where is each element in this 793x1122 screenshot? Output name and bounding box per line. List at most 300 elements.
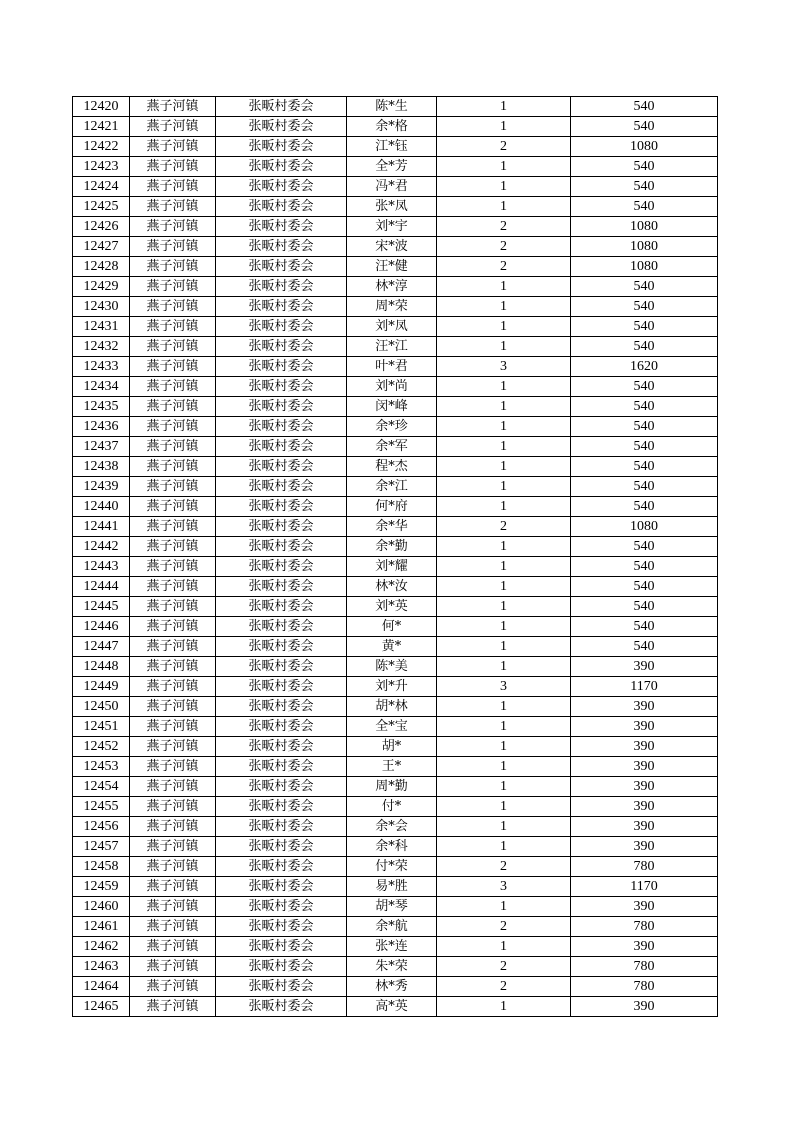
name-cell: 高*英 <box>347 997 437 1017</box>
table-row <box>73 497 718 517</box>
row-id-cell: 12465 <box>73 997 130 1017</box>
table-row <box>73 437 718 457</box>
table-row <box>73 637 718 657</box>
row-id-cell: 12457 <box>73 837 130 857</box>
name-cell: 余*会 <box>347 817 437 837</box>
town-cell: 燕子河镇 <box>130 917 216 937</box>
row-id-cell: 12439 <box>73 477 130 497</box>
village-cell: 张畈村委会 <box>216 557 347 577</box>
count-cell: 2 <box>437 237 571 257</box>
name-cell: 林*秀 <box>347 977 437 997</box>
village-cell: 张畈村委会 <box>216 377 347 397</box>
name-cell: 易*胜 <box>347 877 437 897</box>
count-cell: 1 <box>437 777 571 797</box>
name-cell: 刘*耀 <box>347 557 437 577</box>
count-cell: 3 <box>437 677 571 697</box>
town-cell: 燕子河镇 <box>130 497 216 517</box>
town-cell: 燕子河镇 <box>130 557 216 577</box>
row-id-cell: 12443 <box>73 557 130 577</box>
row-id-cell: 12435 <box>73 397 130 417</box>
table-row <box>73 677 718 697</box>
count-cell: 1 <box>437 657 571 677</box>
town-cell: 燕子河镇 <box>130 897 216 917</box>
row-id-cell: 12420 <box>73 97 130 117</box>
village-cell: 张畈村委会 <box>216 637 347 657</box>
village-cell: 张畈村委会 <box>216 337 347 357</box>
count-cell: 2 <box>437 917 571 937</box>
name-cell: 刘*尚 <box>347 377 437 397</box>
village-cell: 张畈村委会 <box>216 137 347 157</box>
town-cell: 燕子河镇 <box>130 957 216 977</box>
amount-cell: 540 <box>571 577 718 597</box>
table-row <box>73 917 718 937</box>
table-row <box>73 137 718 157</box>
village-cell: 张畈村委会 <box>216 597 347 617</box>
name-cell: 汪*江 <box>347 337 437 357</box>
village-cell: 张畈村委会 <box>216 197 347 217</box>
subsidy-table <box>72 96 718 1017</box>
table-row <box>73 277 718 297</box>
village-cell: 张畈村委会 <box>216 237 347 257</box>
table-row <box>73 717 718 737</box>
village-cell: 张畈村委会 <box>216 877 347 897</box>
name-cell: 付* <box>347 797 437 817</box>
village-cell: 张畈村委会 <box>216 717 347 737</box>
town-cell: 燕子河镇 <box>130 777 216 797</box>
amount-cell: 540 <box>571 377 718 397</box>
table-row <box>73 877 718 897</box>
name-cell: 刘*凤 <box>347 317 437 337</box>
table-row <box>73 377 718 397</box>
village-cell: 张畈村委会 <box>216 117 347 137</box>
table-row <box>73 237 718 257</box>
village-cell: 张畈村委会 <box>216 617 347 637</box>
village-cell: 张畈村委会 <box>216 437 347 457</box>
count-cell: 1 <box>437 477 571 497</box>
amount-cell: 540 <box>571 617 718 637</box>
town-cell: 燕子河镇 <box>130 237 216 257</box>
amount-cell: 390 <box>571 817 718 837</box>
table-body <box>73 97 718 1017</box>
town-cell: 燕子河镇 <box>130 517 216 537</box>
table-row <box>73 317 718 337</box>
count-cell: 2 <box>437 217 571 237</box>
amount-cell: 390 <box>571 837 718 857</box>
amount-cell: 540 <box>571 277 718 297</box>
amount-cell: 780 <box>571 977 718 997</box>
village-cell: 张畈村委会 <box>216 797 347 817</box>
amount-cell: 390 <box>571 697 718 717</box>
table-row <box>73 957 718 977</box>
amount-cell: 540 <box>571 157 718 177</box>
amount-cell: 390 <box>571 657 718 677</box>
count-cell: 1 <box>437 997 571 1017</box>
count-cell: 1 <box>437 457 571 477</box>
row-id-cell: 12459 <box>73 877 130 897</box>
amount-cell: 540 <box>571 417 718 437</box>
town-cell: 燕子河镇 <box>130 317 216 337</box>
name-cell: 朱*荣 <box>347 957 437 977</box>
village-cell: 张畈村委会 <box>216 157 347 177</box>
count-cell: 1 <box>437 97 571 117</box>
name-cell: 陈*生 <box>347 97 437 117</box>
table-row <box>73 817 718 837</box>
amount-cell: 1080 <box>571 137 718 157</box>
table-row <box>73 157 718 177</box>
amount-cell: 1080 <box>571 257 718 277</box>
table-row <box>73 537 718 557</box>
table-row <box>73 977 718 997</box>
table-row <box>73 857 718 877</box>
name-cell: 叶*君 <box>347 357 437 377</box>
village-cell: 张畈村委会 <box>216 817 347 837</box>
count-cell: 1 <box>437 557 571 577</box>
village-cell: 张畈村委会 <box>216 397 347 417</box>
count-cell: 1 <box>437 497 571 517</box>
table-row <box>73 457 718 477</box>
table-row <box>73 217 718 237</box>
count-cell: 3 <box>437 877 571 897</box>
row-id-cell: 12449 <box>73 677 130 697</box>
town-cell: 燕子河镇 <box>130 997 216 1017</box>
town-cell: 燕子河镇 <box>130 277 216 297</box>
village-cell: 张畈村委会 <box>216 317 347 337</box>
name-cell: 汪*健 <box>347 257 437 277</box>
row-id-cell: 12423 <box>73 157 130 177</box>
town-cell: 燕子河镇 <box>130 737 216 757</box>
village-cell: 张畈村委会 <box>216 277 347 297</box>
name-cell: 闵*峰 <box>347 397 437 417</box>
name-cell: 宋*波 <box>347 237 437 257</box>
village-cell: 张畈村委会 <box>216 997 347 1017</box>
amount-cell: 780 <box>571 957 718 977</box>
count-cell: 1 <box>437 157 571 177</box>
village-cell: 张畈村委会 <box>216 957 347 977</box>
count-cell: 1 <box>437 417 571 437</box>
table-row <box>73 397 718 417</box>
amount-cell: 540 <box>571 197 718 217</box>
village-cell: 张畈村委会 <box>216 757 347 777</box>
amount-cell: 390 <box>571 897 718 917</box>
table-row <box>73 477 718 497</box>
name-cell: 余*珍 <box>347 417 437 437</box>
count-cell: 1 <box>437 617 571 637</box>
town-cell: 燕子河镇 <box>130 197 216 217</box>
town-cell: 燕子河镇 <box>130 377 216 397</box>
village-cell: 张畈村委会 <box>216 497 347 517</box>
table-row <box>73 557 718 577</box>
table-row <box>73 737 718 757</box>
village-cell: 张畈村委会 <box>216 937 347 957</box>
count-cell: 1 <box>437 577 571 597</box>
name-cell: 刘*英 <box>347 597 437 617</box>
name-cell: 冯*君 <box>347 177 437 197</box>
village-cell: 张畈村委会 <box>216 897 347 917</box>
row-id-cell: 12431 <box>73 317 130 337</box>
row-id-cell: 12433 <box>73 357 130 377</box>
amount-cell: 390 <box>571 997 718 1017</box>
amount-cell: 540 <box>571 437 718 457</box>
row-id-cell: 12448 <box>73 657 130 677</box>
name-cell: 胡*琴 <box>347 897 437 917</box>
amount-cell: 540 <box>571 297 718 317</box>
row-id-cell: 12452 <box>73 737 130 757</box>
name-cell: 何* <box>347 617 437 637</box>
amount-cell: 540 <box>571 497 718 517</box>
amount-cell: 780 <box>571 857 718 877</box>
town-cell: 燕子河镇 <box>130 397 216 417</box>
town-cell: 燕子河镇 <box>130 537 216 557</box>
row-id-cell: 12442 <box>73 537 130 557</box>
count-cell: 1 <box>437 177 571 197</box>
town-cell: 燕子河镇 <box>130 437 216 457</box>
town-cell: 燕子河镇 <box>130 837 216 857</box>
amount-cell: 390 <box>571 937 718 957</box>
village-cell: 张畈村委会 <box>216 217 347 237</box>
row-id-cell: 12432 <box>73 337 130 357</box>
table-row <box>73 297 718 317</box>
village-cell: 张畈村委会 <box>216 477 347 497</box>
table-row <box>73 97 718 117</box>
amount-cell: 540 <box>571 557 718 577</box>
row-id-cell: 12436 <box>73 417 130 437</box>
amount-cell: 540 <box>571 597 718 617</box>
count-cell: 2 <box>437 957 571 977</box>
town-cell: 燕子河镇 <box>130 477 216 497</box>
village-cell: 张畈村委会 <box>216 917 347 937</box>
name-cell: 江*钰 <box>347 137 437 157</box>
row-id-cell: 12454 <box>73 777 130 797</box>
row-id-cell: 12430 <box>73 297 130 317</box>
row-id-cell: 12428 <box>73 257 130 277</box>
row-id-cell: 12455 <box>73 797 130 817</box>
table-row <box>73 997 718 1017</box>
row-id-cell: 12429 <box>73 277 130 297</box>
amount-cell: 540 <box>571 97 718 117</box>
village-cell: 张畈村委会 <box>216 857 347 877</box>
town-cell: 燕子河镇 <box>130 617 216 637</box>
amount-cell: 390 <box>571 717 718 737</box>
town-cell: 燕子河镇 <box>130 937 216 957</box>
row-id-cell: 12427 <box>73 237 130 257</box>
name-cell: 全*宝 <box>347 717 437 737</box>
count-cell: 1 <box>437 337 571 357</box>
count-cell: 3 <box>437 357 571 377</box>
count-cell: 1 <box>437 697 571 717</box>
town-cell: 燕子河镇 <box>130 337 216 357</box>
amount-cell: 540 <box>571 177 718 197</box>
row-id-cell: 12437 <box>73 437 130 457</box>
amount-cell: 1080 <box>571 237 718 257</box>
count-cell: 2 <box>437 137 571 157</box>
town-cell: 燕子河镇 <box>130 697 216 717</box>
row-id-cell: 12456 <box>73 817 130 837</box>
row-id-cell: 12444 <box>73 577 130 597</box>
amount-cell: 390 <box>571 757 718 777</box>
name-cell: 张*凤 <box>347 197 437 217</box>
row-id-cell: 12458 <box>73 857 130 877</box>
name-cell: 林*汝 <box>347 577 437 597</box>
town-cell: 燕子河镇 <box>130 637 216 657</box>
name-cell: 余*华 <box>347 517 437 537</box>
table-row <box>73 937 718 957</box>
row-id-cell: 12447 <box>73 637 130 657</box>
town-cell: 燕子河镇 <box>130 117 216 137</box>
name-cell: 黄* <box>347 637 437 657</box>
count-cell: 1 <box>437 797 571 817</box>
row-id-cell: 12453 <box>73 757 130 777</box>
amount-cell: 540 <box>571 637 718 657</box>
village-cell: 张畈村委会 <box>216 417 347 437</box>
name-cell: 余*江 <box>347 477 437 497</box>
amount-cell: 1080 <box>571 517 718 537</box>
name-cell: 余*格 <box>347 117 437 137</box>
amount-cell: 1170 <box>571 677 718 697</box>
town-cell: 燕子河镇 <box>130 257 216 277</box>
village-cell: 张畈村委会 <box>216 177 347 197</box>
table-row <box>73 117 718 137</box>
amount-cell: 390 <box>571 777 718 797</box>
town-cell: 燕子河镇 <box>130 297 216 317</box>
town-cell: 燕子河镇 <box>130 177 216 197</box>
amount-cell: 390 <box>571 797 718 817</box>
count-cell: 1 <box>437 377 571 397</box>
table-row <box>73 777 718 797</box>
row-id-cell: 12463 <box>73 957 130 977</box>
row-id-cell: 12426 <box>73 217 130 237</box>
count-cell: 2 <box>437 257 571 277</box>
count-cell: 1 <box>437 717 571 737</box>
name-cell: 付*荣 <box>347 857 437 877</box>
name-cell: 余*航 <box>347 917 437 937</box>
count-cell: 2 <box>437 857 571 877</box>
table-row <box>73 757 718 777</box>
amount-cell: 1620 <box>571 357 718 377</box>
row-id-cell: 12424 <box>73 177 130 197</box>
row-id-cell: 12421 <box>73 117 130 137</box>
count-cell: 1 <box>437 837 571 857</box>
row-id-cell: 12425 <box>73 197 130 217</box>
table-row <box>73 617 718 637</box>
name-cell: 全*芳 <box>347 157 437 177</box>
row-id-cell: 12461 <box>73 917 130 937</box>
table-row <box>73 797 718 817</box>
table-row <box>73 517 718 537</box>
amount-cell: 540 <box>571 457 718 477</box>
row-id-cell: 12441 <box>73 517 130 537</box>
count-cell: 1 <box>437 637 571 657</box>
amount-cell: 1080 <box>571 217 718 237</box>
count-cell: 1 <box>437 737 571 757</box>
count-cell: 1 <box>437 317 571 337</box>
row-id-cell: 12422 <box>73 137 130 157</box>
count-cell: 1 <box>437 757 571 777</box>
count-cell: 1 <box>437 117 571 137</box>
name-cell: 胡*林 <box>347 697 437 717</box>
name-cell: 周*荣 <box>347 297 437 317</box>
town-cell: 燕子河镇 <box>130 597 216 617</box>
table-row <box>73 897 718 917</box>
town-cell: 燕子河镇 <box>130 357 216 377</box>
name-cell: 刘*升 <box>347 677 437 697</box>
row-id-cell: 12464 <box>73 977 130 997</box>
row-id-cell: 12438 <box>73 457 130 477</box>
town-cell: 燕子河镇 <box>130 817 216 837</box>
amount-cell: 780 <box>571 917 718 937</box>
count-cell: 1 <box>437 537 571 557</box>
name-cell: 何*府 <box>347 497 437 517</box>
town-cell: 燕子河镇 <box>130 137 216 157</box>
count-cell: 1 <box>437 297 571 317</box>
town-cell: 燕子河镇 <box>130 757 216 777</box>
village-cell: 张畈村委会 <box>216 577 347 597</box>
village-cell: 张畈村委会 <box>216 777 347 797</box>
name-cell: 林*淳 <box>347 277 437 297</box>
town-cell: 燕子河镇 <box>130 677 216 697</box>
count-cell: 1 <box>437 817 571 837</box>
count-cell: 1 <box>437 437 571 457</box>
name-cell: 余*科 <box>347 837 437 857</box>
row-id-cell: 12446 <box>73 617 130 637</box>
amount-cell: 540 <box>571 477 718 497</box>
name-cell: 王* <box>347 757 437 777</box>
table-row <box>73 357 718 377</box>
village-cell: 张畈村委会 <box>216 657 347 677</box>
village-cell: 张畈村委会 <box>216 457 347 477</box>
town-cell: 燕子河镇 <box>130 417 216 437</box>
table-row <box>73 177 718 197</box>
count-cell: 1 <box>437 937 571 957</box>
table-row <box>73 837 718 857</box>
row-id-cell: 12440 <box>73 497 130 517</box>
town-cell: 燕子河镇 <box>130 457 216 477</box>
village-cell: 张畈村委会 <box>216 97 347 117</box>
town-cell: 燕子河镇 <box>130 717 216 737</box>
amount-cell: 540 <box>571 317 718 337</box>
town-cell: 燕子河镇 <box>130 97 216 117</box>
row-id-cell: 12462 <box>73 937 130 957</box>
village-cell: 张畈村委会 <box>216 697 347 717</box>
table-row <box>73 597 718 617</box>
village-cell: 张畈村委会 <box>216 257 347 277</box>
town-cell: 燕子河镇 <box>130 217 216 237</box>
town-cell: 燕子河镇 <box>130 577 216 597</box>
town-cell: 燕子河镇 <box>130 977 216 997</box>
town-cell: 燕子河镇 <box>130 877 216 897</box>
village-cell: 张畈村委会 <box>216 977 347 997</box>
amount-cell: 1170 <box>571 877 718 897</box>
row-id-cell: 12434 <box>73 377 130 397</box>
name-cell: 余*勤 <box>347 537 437 557</box>
name-cell: 余*军 <box>347 437 437 457</box>
village-cell: 张畈村委会 <box>216 517 347 537</box>
table-row <box>73 577 718 597</box>
village-cell: 张畈村委会 <box>216 677 347 697</box>
name-cell: 胡* <box>347 737 437 757</box>
row-id-cell: 12450 <box>73 697 130 717</box>
table-row <box>73 697 718 717</box>
row-id-cell: 12445 <box>73 597 130 617</box>
name-cell: 张*连 <box>347 937 437 957</box>
town-cell: 燕子河镇 <box>130 657 216 677</box>
count-cell: 2 <box>437 517 571 537</box>
village-cell: 张畈村委会 <box>216 537 347 557</box>
name-cell: 周*勤 <box>347 777 437 797</box>
count-cell: 1 <box>437 397 571 417</box>
town-cell: 燕子河镇 <box>130 857 216 877</box>
amount-cell: 540 <box>571 117 718 137</box>
village-cell: 张畈村委会 <box>216 737 347 757</box>
